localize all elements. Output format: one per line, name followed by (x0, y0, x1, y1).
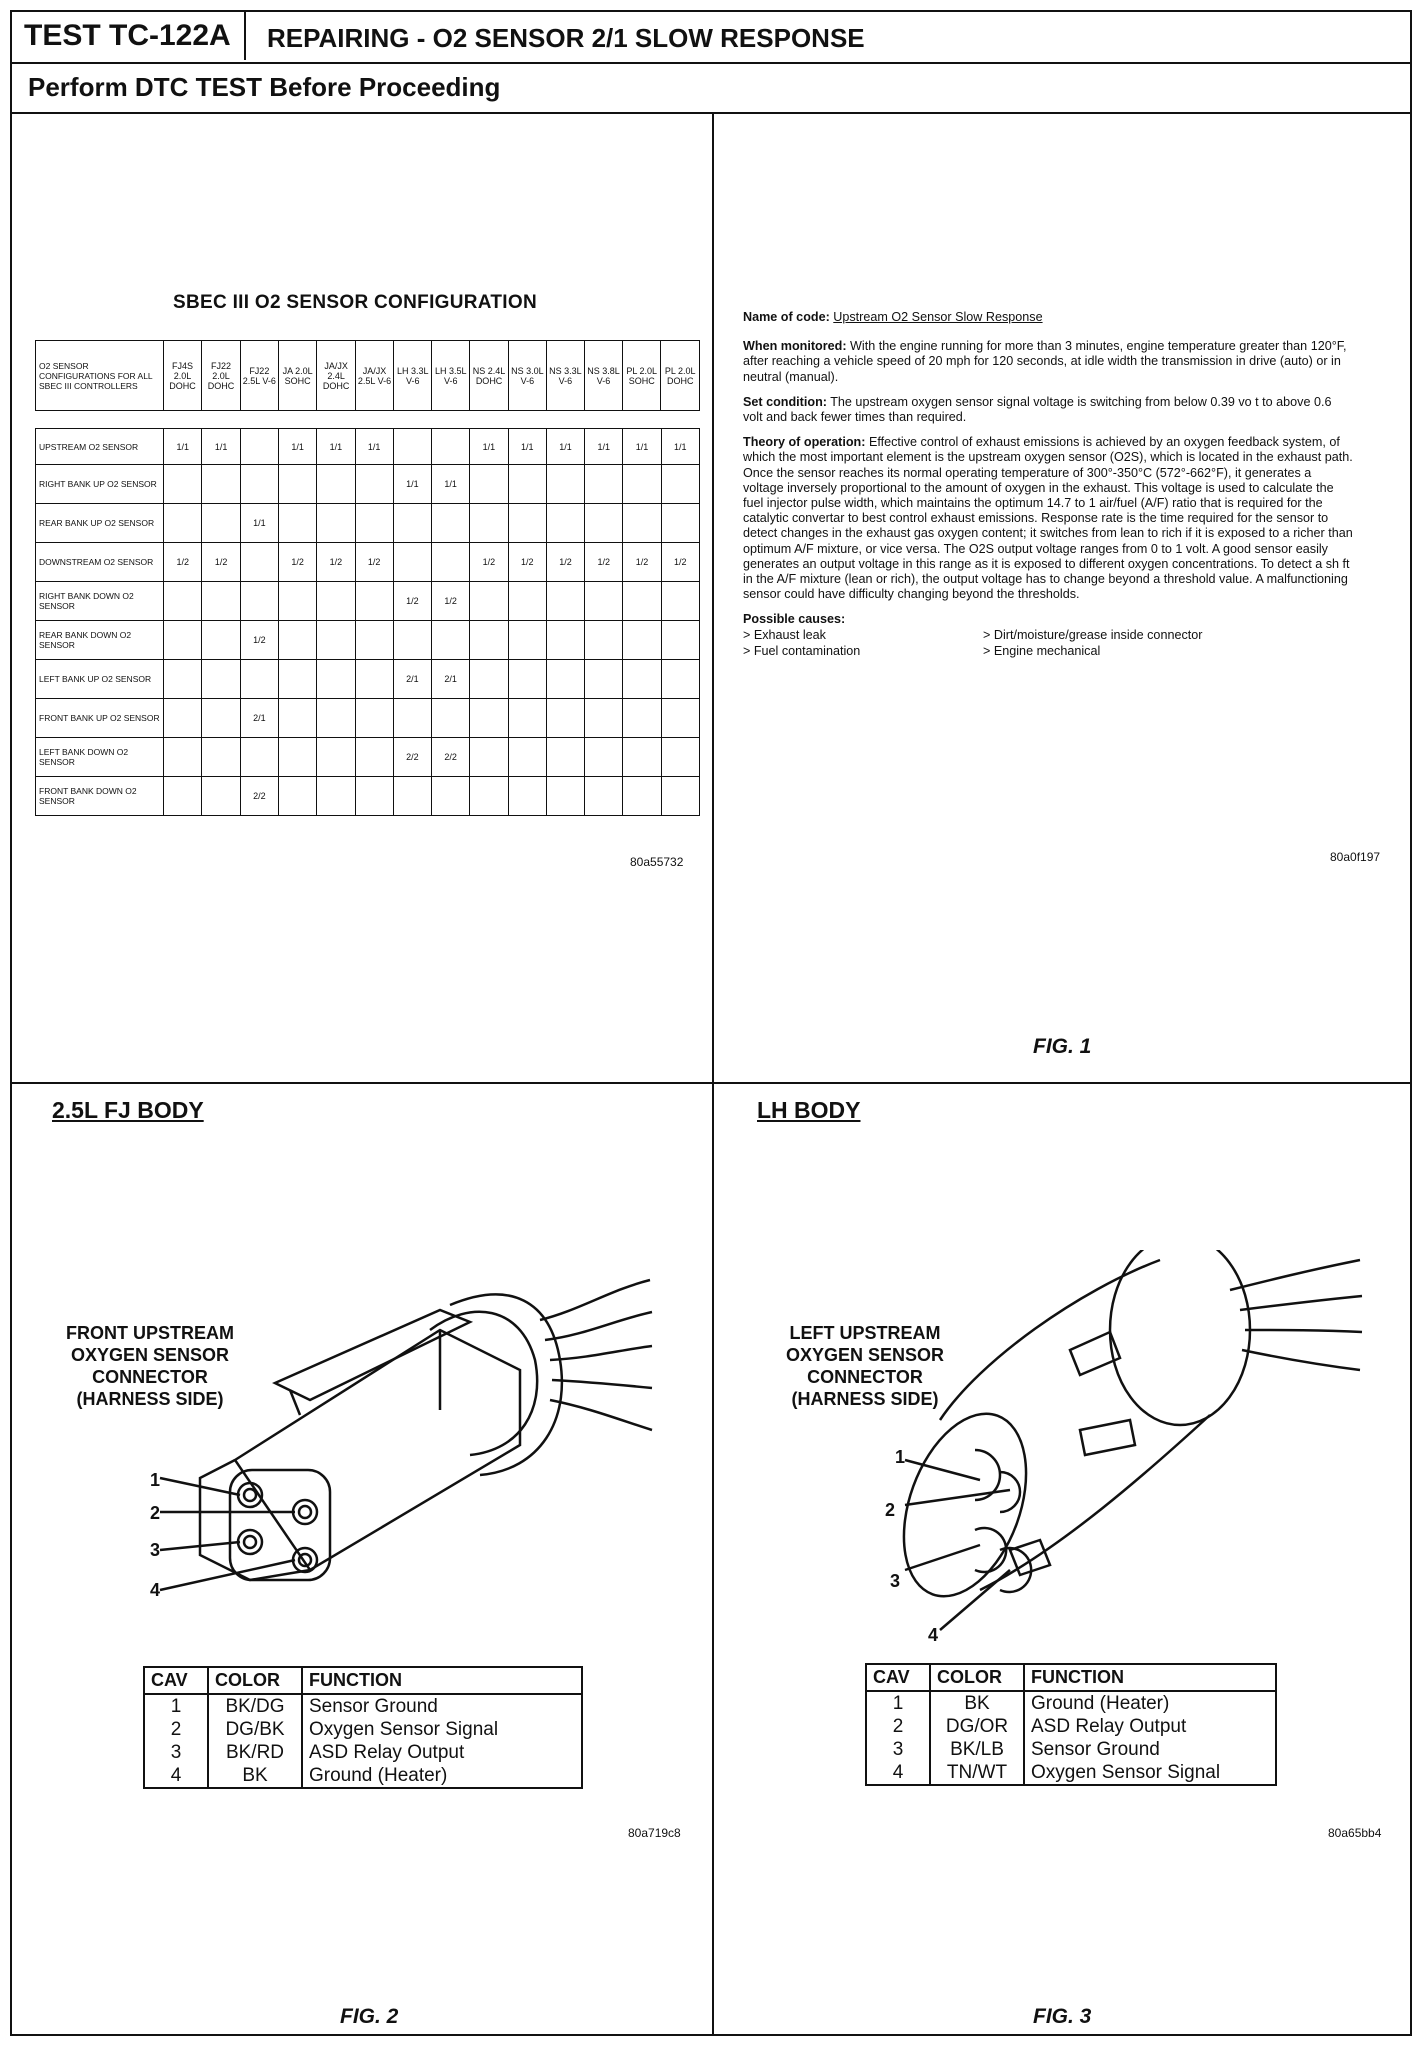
config-cell (585, 465, 623, 504)
fig2-connector-drawing (140, 1250, 660, 1650)
config-cell (393, 777, 431, 816)
config-cell (432, 543, 470, 582)
color: DG/OR (930, 1715, 1024, 1738)
cav: 4 (866, 1761, 930, 1785)
config-cell: 1/2 (202, 543, 240, 582)
connector-label-line: OXYGEN SENSOR (70, 1345, 230, 1365)
config-cell (317, 504, 355, 543)
config-cell: 1/1 (278, 429, 316, 465)
config-cell (355, 504, 393, 543)
config-cell: 1/1 (164, 429, 202, 465)
col-cav: CAV (866, 1664, 930, 1691)
color: BK/RD (208, 1741, 302, 1764)
cav: 2 (144, 1718, 208, 1741)
config-cell (317, 660, 355, 699)
config-cell (585, 582, 623, 621)
config-cell (202, 777, 240, 816)
color: BK/DG (208, 1694, 302, 1718)
cav: 3 (144, 1741, 208, 1764)
config-cell (317, 699, 355, 738)
config-cell (202, 504, 240, 543)
color: BK/LB (930, 1738, 1024, 1761)
config-column-header: NS 3.3L V-6 (546, 341, 584, 411)
config-cell (355, 738, 393, 777)
config-cell: 2/2 (393, 738, 431, 777)
config-cell (623, 738, 661, 777)
name-label: Name of code: (743, 310, 830, 324)
config-cell (240, 465, 278, 504)
config-cell (164, 465, 202, 504)
config-cell (432, 504, 470, 543)
config-cell (508, 738, 546, 777)
config-row (36, 660, 700, 699)
fig2-pin-3: 3 (150, 1540, 161, 1560)
config-cell (470, 582, 508, 621)
config-cell (661, 738, 699, 777)
config-cell (585, 738, 623, 777)
config-cell (164, 621, 202, 660)
config-row (36, 465, 700, 504)
causes-label: Possible causes: (743, 612, 846, 627)
fig3-connector-drawing (880, 1250, 1380, 1650)
config-cell (278, 777, 316, 816)
config-cell: 1/1 (317, 429, 355, 465)
config-cell (240, 582, 278, 621)
cav: 4 (144, 1764, 208, 1788)
config-cell: 1/2 (623, 543, 661, 582)
connector-label-line: (HARNESS SIDE) (76, 1389, 224, 1409)
config-cell (661, 465, 699, 504)
config-cell (355, 582, 393, 621)
config-cell (546, 621, 584, 660)
config-cell: 1/1 (508, 429, 546, 465)
config-row-label: REAR BANK UP O2 SENSOR (36, 504, 164, 543)
config-row-label: FRONT BANK DOWN O2 SENSOR (36, 777, 164, 816)
config-row (36, 738, 700, 777)
config-cell: 1/2 (278, 543, 316, 582)
config-cell (278, 465, 316, 504)
config-cell (470, 465, 508, 504)
config-cell (317, 738, 355, 777)
fig3-pin-1: 1 (895, 1447, 906, 1467)
causes-list (743, 628, 1353, 662)
config-cell: 1/2 (317, 543, 355, 582)
config-cell (546, 777, 584, 816)
config-column-header: PL 2.0L SOHC (623, 341, 661, 411)
config-cell (393, 621, 431, 660)
cav: 1 (866, 1691, 930, 1715)
config-cell: 1/1 (355, 429, 393, 465)
fig2-pin-2: 2 (150, 1503, 161, 1523)
cav: 2 (866, 1715, 930, 1738)
function: ASD Relay Output (302, 1741, 582, 1764)
config-title: SBEC III O2 SENSOR CONFIGURATION (173, 292, 537, 313)
config-cell (546, 660, 584, 699)
config-cell: 1/1 (546, 429, 584, 465)
connector-label-line: CONNECTOR (92, 1367, 208, 1387)
connector-label-line: CONNECTOR (807, 1367, 923, 1387)
config-cell: 2/1 (240, 699, 278, 738)
fig3-label: FIG. 3 (1033, 2005, 1092, 2028)
cause-item: > Exhaust leak (743, 627, 826, 642)
config-cell: 2/1 (393, 660, 431, 699)
col-function: FUNCTION (302, 1667, 582, 1694)
config-cell (470, 699, 508, 738)
col-color: COLOR (930, 1664, 1024, 1691)
monitored-label: When monitored: (743, 339, 847, 354)
fig1-image-code: 80a0f197 (1330, 850, 1381, 864)
function: Oxygen Sensor Signal (302, 1718, 582, 1741)
config-cell (470, 504, 508, 543)
config-cell (546, 738, 584, 777)
vertical-divider (712, 114, 714, 2036)
col-function: FUNCTION (1024, 1664, 1276, 1691)
config-column-header: JA/JX 2.5L V-6 (355, 341, 393, 411)
config-cell (470, 738, 508, 777)
config-body-table (35, 428, 700, 816)
config-cell (546, 465, 584, 504)
config-cell (164, 738, 202, 777)
fig3-title: LH BODY (757, 1097, 861, 1123)
config-cell (661, 777, 699, 816)
page-subtitle: Perform DTC TEST Before Proceeding (12, 62, 1410, 114)
fig2-pin-1: 1 (150, 1470, 161, 1490)
set-label: Set condition: (743, 394, 827, 409)
config-cell (508, 504, 546, 543)
function: Sensor Ground (302, 1694, 582, 1718)
config-column-header: LH 3.5L V-6 (432, 341, 470, 411)
theory-text: Effective control of exhaust emissions is achieved by an oxygen feedback system, of which the most important element is the upstream oxygen sensor (O2S), which is located in the exhaust path. Once the sensor reaches its normal operating temperature of 300°-350°C (572°-662°F), it generates a voltage inversely proportional to the amount of oxygen in the exhaust. This voltage is used to calculate the fuel injector pulse width, which maintains the optimum 14.7 to 1 air/fuel (A/F) ratio that is required for the catalytic convertar to best control exhaust emissions. Response rate is the time required for the sensor to detect changes in the exhaust gas oxygen content; it switches from lean to rich if it is exposed to a richer than optimum A/F mixture, or vice versa. The O2S output voltage ranges from 0 to 1 volt. A good sensor easily generates an output voltage in this range as it is exposed to different oxygen concentrations. To detect a sh ft in the A/F mixture (lean or rich), the output voltage has to change beyond a threshold value. A malfunctioning sensor could have difficulty changing beyond the thresholds. (743, 435, 1353, 602)
function: Sensor Ground (1024, 1738, 1276, 1761)
connector-label-line: FRONT UPSTREAM (66, 1323, 234, 1343)
config-cell: 1/2 (393, 582, 431, 621)
config-cell (585, 699, 623, 738)
config-cell: 1/2 (355, 543, 393, 582)
config-cell (432, 621, 470, 660)
fig2-title: 2.5L FJ BODY (52, 1097, 204, 1123)
config-cell: 1/2 (240, 621, 278, 660)
config-column-header: FJ22 2.0L DOHC (202, 341, 240, 411)
config-cell (623, 699, 661, 738)
config-cell (202, 699, 240, 738)
config-cell (623, 777, 661, 816)
fig1-label: FIG. 1 (1033, 1035, 1092, 1058)
function: Oxygen Sensor Signal (1024, 1761, 1276, 1785)
config-row-label: RIGHT BANK DOWN O2 SENSOR (36, 582, 164, 621)
config-column-header: JA 2.0L SOHC (278, 341, 316, 411)
config-cell (432, 699, 470, 738)
config-cell (164, 660, 202, 699)
cause-item: > Fuel contamination (743, 643, 861, 658)
config-cell: 1/1 (623, 429, 661, 465)
config-cell: 1/2 (164, 543, 202, 582)
config-cell (393, 699, 431, 738)
config-cell (240, 429, 278, 465)
config-cell (164, 699, 202, 738)
config-column-header: NS 2.4L DOHC (470, 341, 508, 411)
config-cell (470, 660, 508, 699)
config-cell (393, 504, 431, 543)
config-cell: 1/1 (432, 465, 470, 504)
fig2-pin-4: 4 (150, 1580, 161, 1600)
config-cell: 1/2 (470, 543, 508, 582)
config-column-header: LH 3.3L V-6 (394, 341, 432, 411)
fig2-label: FIG. 2 (340, 2005, 399, 2028)
config-cell (661, 660, 699, 699)
config-cell: 1/2 (432, 582, 470, 621)
config-cell (278, 582, 316, 621)
color: TN/WT (930, 1761, 1024, 1785)
config-cell (585, 660, 623, 699)
config-row (36, 621, 700, 660)
config-row-label: UPSTREAM O2 SENSOR (36, 429, 164, 465)
cav: 1 (144, 1694, 208, 1718)
config-cell (432, 777, 470, 816)
config-row-label: RIGHT BANK UP O2 SENSOR (36, 465, 164, 504)
config-cell (278, 621, 316, 660)
function: Ground (Heater) (302, 1764, 582, 1788)
config-row-label: LEFT BANK UP O2 SENSOR (36, 660, 164, 699)
config-cell: 1/1 (202, 429, 240, 465)
config-cell (432, 429, 470, 465)
config-cell (393, 543, 431, 582)
config-row (36, 582, 700, 621)
config-cell: 1/1 (393, 465, 431, 504)
config-cell (470, 621, 508, 660)
config-cell (240, 660, 278, 699)
fig1-text (743, 310, 1353, 662)
config-cell: 1/2 (661, 543, 699, 582)
color: BK (208, 1764, 302, 1788)
config-column-header: NS 3.0L V-6 (508, 341, 546, 411)
config-cell (164, 504, 202, 543)
config-cell (508, 777, 546, 816)
config-cell (546, 699, 584, 738)
config-row (36, 543, 700, 582)
function: Ground (Heater) (1024, 1691, 1276, 1715)
config-cell (240, 543, 278, 582)
config-cell: 2/2 (240, 777, 278, 816)
config-cell (623, 582, 661, 621)
config-cell (585, 504, 623, 543)
config-row-label: DOWNSTREAM O2 SENSOR (36, 543, 164, 582)
config-row-label: LEFT BANK DOWN O2 SENSOR (36, 738, 164, 777)
config-cell (355, 699, 393, 738)
test-id: TEST TC-122A (12, 12, 246, 60)
config-cell (278, 738, 316, 777)
config-cell (278, 660, 316, 699)
config-cell (317, 777, 355, 816)
col-color: COLOR (208, 1667, 302, 1694)
config-cell (508, 699, 546, 738)
fig3-pin-table (865, 1663, 1277, 1786)
cav: 3 (866, 1738, 930, 1761)
config-row-label: REAR BANK DOWN O2 SENSOR (36, 621, 164, 660)
config-row (36, 777, 700, 816)
config-cell (317, 582, 355, 621)
config-cell (623, 504, 661, 543)
col-cav: CAV (144, 1667, 208, 1694)
set-text: The upstream oxygen sensor signal voltage is switching from below 0.39 vo t to above 0.6 volt and back fewer times than required. (743, 394, 1332, 425)
config-cell (585, 777, 623, 816)
config-cell (508, 465, 546, 504)
config-cell (278, 504, 316, 543)
config-cell (240, 738, 278, 777)
config-cell (623, 660, 661, 699)
config-cell (202, 465, 240, 504)
config-cell (546, 504, 584, 543)
config-cell (278, 699, 316, 738)
config-cell: 1/2 (508, 543, 546, 582)
config-cell (508, 621, 546, 660)
header-row (12, 12, 1410, 64)
color: DG/BK (208, 1718, 302, 1741)
function: ASD Relay Output (1024, 1715, 1276, 1738)
config-cell (355, 621, 393, 660)
config-cell (546, 582, 584, 621)
color: BK (930, 1691, 1024, 1715)
config-cell (355, 465, 393, 504)
config-cell (202, 738, 240, 777)
config-corner-label: O2 SENSOR CONFIGURATIONS FOR ALL SBEC III CONTROLLERS (36, 341, 164, 411)
connector-label-line: OXYGEN SENSOR (785, 1345, 945, 1365)
config-column-header: NS 3.8L V-6 (584, 341, 622, 411)
cause-item: > Dirt/moisture/grease inside connector (983, 627, 1203, 642)
config-cell (355, 777, 393, 816)
cause-item: > Engine mechanical (983, 643, 1101, 658)
test-title: REPAIRING - O2 SENSOR 2/1 SLOW RESPONSE (267, 23, 865, 53)
config-cell (585, 621, 623, 660)
config-column-header: FJ4S 2.0L DOHC (163, 341, 201, 411)
config-cell (202, 582, 240, 621)
config-row-label: FRONT BANK UP O2 SENSOR (36, 699, 164, 738)
config-cell (508, 660, 546, 699)
fig2-image-code: 80a719c8 (628, 1826, 681, 1840)
config-cell (661, 621, 699, 660)
config-cell (393, 429, 431, 465)
fig3-pin-2: 2 (885, 1500, 896, 1520)
config-cell (202, 660, 240, 699)
config-column-header: JA/JX 2.4L DOHC (317, 341, 355, 411)
fig2-pin-table (143, 1666, 583, 1789)
config-cell (164, 582, 202, 621)
config-image-code: 80a55732 (630, 855, 684, 869)
theory-label: Theory of operation: (743, 435, 866, 450)
name-value: Upstream O2 Sensor Slow Response (833, 310, 1043, 324)
config-cell: 1/1 (585, 429, 623, 465)
connector-label-line: (HARNESS SIDE) (791, 1389, 939, 1409)
config-row (36, 504, 700, 543)
config-cell (661, 582, 699, 621)
config-column-header: PL 2.0L DOHC (661, 341, 700, 411)
fig3-pin-3: 3 (890, 1571, 901, 1591)
config-cell: 1/1 (240, 504, 278, 543)
config-cell: 2/1 (432, 660, 470, 699)
config-cell (317, 621, 355, 660)
config-cell (470, 777, 508, 816)
config-cell (164, 777, 202, 816)
config-cell: 1/2 (585, 543, 623, 582)
config-row (36, 429, 700, 465)
config-cell: 1/1 (661, 429, 699, 465)
connector-label-line: LEFT UPSTREAM (789, 1323, 941, 1343)
config-cell (355, 660, 393, 699)
config-cell (661, 504, 699, 543)
config-cell (661, 699, 699, 738)
config-cell: 1/1 (470, 429, 508, 465)
horizontal-divider (12, 1082, 1410, 1084)
config-cell: 1/2 (546, 543, 584, 582)
config-cell: 2/2 (432, 738, 470, 777)
fig3-pin-4: 4 (928, 1625, 939, 1645)
config-cell (317, 465, 355, 504)
config-cell (623, 465, 661, 504)
config-column-header: FJ22 2.5L V-6 (240, 341, 278, 411)
fig3-image-code: 80a65bb4 (1328, 1826, 1382, 1840)
config-header-table (35, 340, 700, 411)
config-cell (508, 582, 546, 621)
config-cell (202, 621, 240, 660)
config-row (36, 699, 700, 738)
monitored-text: With the engine running for more than 3 minutes, engine temperature greater than 120°F, after reaching a vehicle speed of 20 mph for 120 seconds, at idle width the transmission in drive (auto) or in neutral (manual). (743, 339, 1347, 384)
config-cell (623, 621, 661, 660)
